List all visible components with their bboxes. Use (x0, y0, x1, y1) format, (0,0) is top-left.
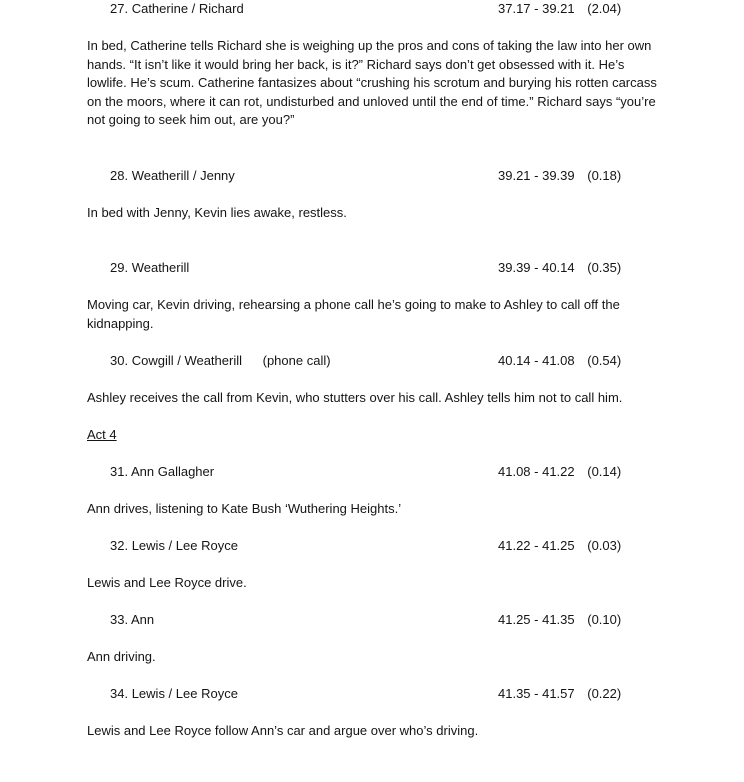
scene-number: 31. (110, 463, 129, 479)
scene-duration: (0.03) (587, 537, 622, 553)
scene-title: Weatherill / Jenny (131, 167, 235, 183)
scene-description-28: In bed with Jenny, Kevin lies awake, restless. (87, 204, 347, 220)
scene-header-32 (0, 537, 744, 556)
scene-description-34: Lewis and Lee Royce follow Ann’s car and argue over who’s driving. (87, 722, 479, 738)
scene-title: Cowgill / Weatherill (131, 352, 242, 368)
scene-note: (phone call) (262, 352, 331, 368)
scene-number: 34. (110, 685, 129, 701)
scene-time (498, 537, 621, 556)
scene-description-30: Ashley receives the call from Kevin, who stutters over his call. Ashley tells him not to call him. (87, 389, 623, 405)
scene-title: Catherine / Richard (131, 1, 244, 16)
scene-description-27: In bed, Catherine tells Richard she is weighing up the pros and cons of taking the law into her own hands. “It isn’t like it would bring her back, is it?” Richard says don’t get obsessed with it. He’s lowlife. He’s scum. Catherine fantasizes about “crushing his scrotum and burying his rotten carcass on the moors, where it can rot, undisturbed and unloved until the end of time.” Richard says “you’re not going to seek him out, are you?” (87, 38, 657, 127)
scene-title: Lewis / Lee Royce (131, 685, 238, 701)
scene-time (498, 685, 621, 704)
scene-description-29: Moving car, Kevin driving, rehearsing a phone call he’s going to make to Ashley to call off the kidnapping. (87, 297, 620, 331)
scene-time-range: 41.35 - 41.57 (498, 685, 575, 701)
scene-number: 30. (110, 352, 129, 368)
scene-title: Ann Gallagher (130, 463, 215, 479)
scene-time-range: 39.21 - 39.39 (498, 167, 575, 183)
scene-title: Weatherill (131, 260, 190, 275)
scene-time (498, 463, 621, 482)
scene-title: Ann (130, 611, 155, 627)
scene-duration: (0.10) (587, 611, 622, 627)
scene-header-34 (0, 685, 744, 704)
act-heading: Act 4 (87, 426, 117, 442)
scene-time-range: 41.25 - 41.35 (498, 611, 575, 627)
scene-time-range: 40.14 - 41.08 (498, 352, 575, 368)
scene-time-range: 41.08 - 41.22 (498, 463, 575, 479)
scene-number: 28. (110, 167, 129, 183)
scene-time (498, 0, 621, 19)
scene-number: 32. (110, 537, 129, 553)
scene-title: Lewis / Lee Royce (131, 537, 238, 553)
scene-duration: (0.35) (587, 260, 622, 275)
scene-description-31: Ann drives, listening to Kate Bush ‘Wuthering Heights.’ (87, 500, 402, 516)
scene-description-32: Lewis and Lee Royce drive. (87, 574, 247, 590)
scene-duration: (0.18) (587, 167, 622, 183)
scene-duration: (0.54) (587, 352, 622, 368)
scene-header-30 (0, 352, 744, 371)
scene-time (498, 259, 621, 278)
scene-number: 27. (110, 1, 129, 16)
scene-time-range: 41.22 - 41.25 (498, 537, 575, 553)
scene-time (498, 167, 621, 186)
scene-time-range: 37.17 - 39.21 (498, 1, 575, 16)
scene-header-33 (0, 611, 744, 630)
scene-number: 33. (110, 611, 129, 627)
scene-description-33: Ann driving. (87, 648, 156, 664)
scene-duration: (2.04) (587, 1, 622, 16)
scene-duration: (0.14) (587, 463, 622, 479)
scene-duration: (0.22) (587, 685, 622, 701)
scene-header-31 (0, 463, 744, 482)
scene-time (498, 611, 621, 630)
scene-header-28 (0, 167, 744, 186)
scene-number: 29. (110, 260, 129, 275)
scene-header-27 (0, 0, 744, 19)
scene-header-29 (0, 259, 744, 278)
scene-time (498, 352, 621, 371)
scene-time-range: 39.39 - 40.14 (498, 260, 575, 275)
